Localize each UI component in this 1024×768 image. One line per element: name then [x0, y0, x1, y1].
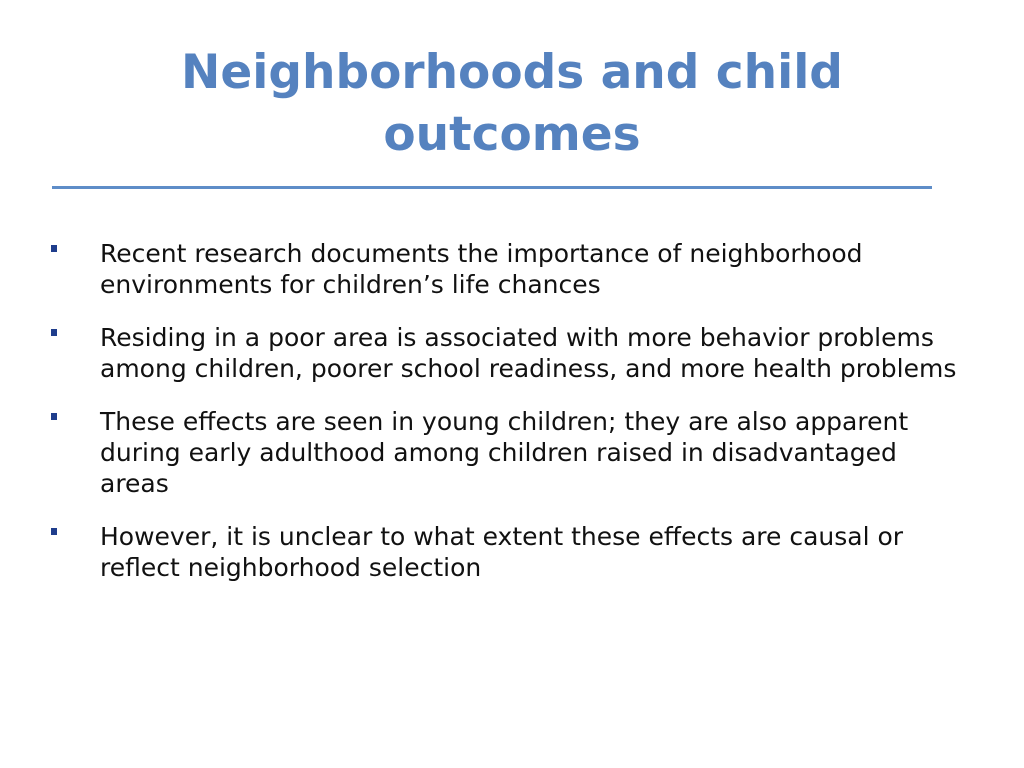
bullet-text: Recent research documents the importance of neighborhood environments for children’s life chances [100, 239, 863, 299]
bullet-text: These effects are seen in young children; they are also apparent during early adulthood among children raised in disadvantaged areas [100, 407, 909, 498]
bullet-item [0, 521, 1024, 583]
bullet-item [0, 322, 1024, 384]
slide-title: Neighborhoods and child outcomes [181, 45, 843, 162]
bullet-text: However, it is unclear to what extent these effects are causal or reflect neighborhood selection [100, 522, 904, 582]
square-bullet-icon [51, 245, 57, 252]
title-underline [52, 186, 932, 189]
square-bullet-icon [51, 413, 57, 420]
square-bullet-icon [51, 528, 57, 535]
bullet-text: Residing in a poor area is associated with more behavior problems among children, poorer school readiness, and more health problems [100, 323, 957, 383]
bullet-list [0, 238, 1024, 605]
bullet-item [0, 238, 1024, 300]
bullet-item [0, 406, 1024, 499]
square-bullet-icon [51, 329, 57, 336]
